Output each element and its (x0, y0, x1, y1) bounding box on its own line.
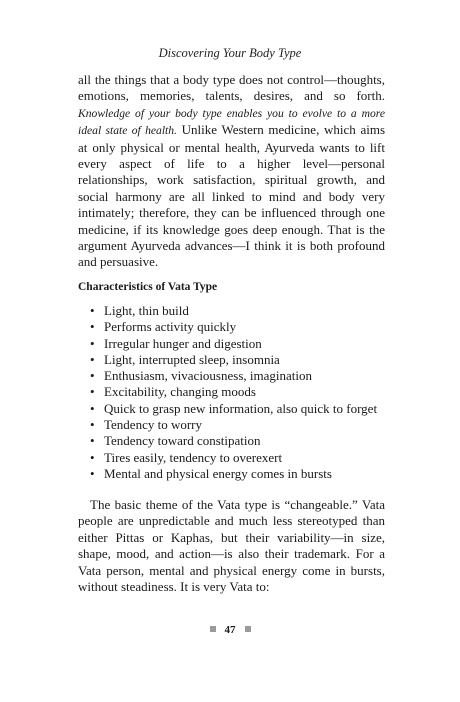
square-ornament-icon (210, 626, 216, 632)
list-item: • Tendency to worry (90, 417, 377, 433)
list-item: • Tendency toward constipation (90, 433, 377, 449)
list-item: • Tires easily, tendency to overexert (90, 450, 377, 466)
list-item: • Irregular hunger and digestion (90, 336, 377, 352)
list-item: • Performs activity quickly (90, 319, 377, 335)
paragraph-text-continued: Unlike Western medicine, which aims at only physical or mental health, Ayurveda wants to lift every aspect of life to a higher level—personal relationships, work satisfaction, spiritual growth, and social harmony are all linked to mind and body very intimately; therefore, they can be influenced through one medicine, if its knowledge goes deep enough. That is the argument Ayurveda advances—I think it is both profound and persuasive. (78, 122, 386, 270)
page-number: 47 (224, 624, 236, 636)
intro-paragraph (78, 72, 385, 271)
list-item: • Enthusiasm, vivaciousness, imagination (90, 368, 377, 384)
list-item: • Mental and physical energy comes in bursts (90, 466, 377, 482)
page-footer (0, 624, 460, 636)
characteristics-list (90, 303, 377, 482)
square-ornament-icon (245, 626, 251, 632)
vata-theme-paragraph: The basic theme of the Vata type is “changeable.” Vata people are unpredictable and much less stereotyped than either Pittas or Kaphas, but their variability—in size, shape, mood, and action—is also their trademark. For a Vata person, mental and physical energy come in bursts, without steadiness. It is very Vata to: (78, 497, 385, 595)
list-item: • Quick to grasp new information, also quick to forget (90, 401, 377, 417)
list-item: • Excitability, changing moods (90, 384, 377, 400)
list-item: • Light, thin build (90, 303, 377, 319)
section-heading: Characteristics of Vata Type (78, 281, 218, 293)
running-head: Discovering Your Body Type (158, 46, 302, 60)
paragraph-text: all the things that a body type does not control—thoughts, emotions, memories, talents, desires, and so forth. (78, 72, 385, 104)
list-item: • Light, interrupted sleep, insomnia (90, 352, 377, 368)
italic-emphasis: Knowledge of your body type enables you to evolve to a more ideal state of health. (78, 106, 385, 138)
